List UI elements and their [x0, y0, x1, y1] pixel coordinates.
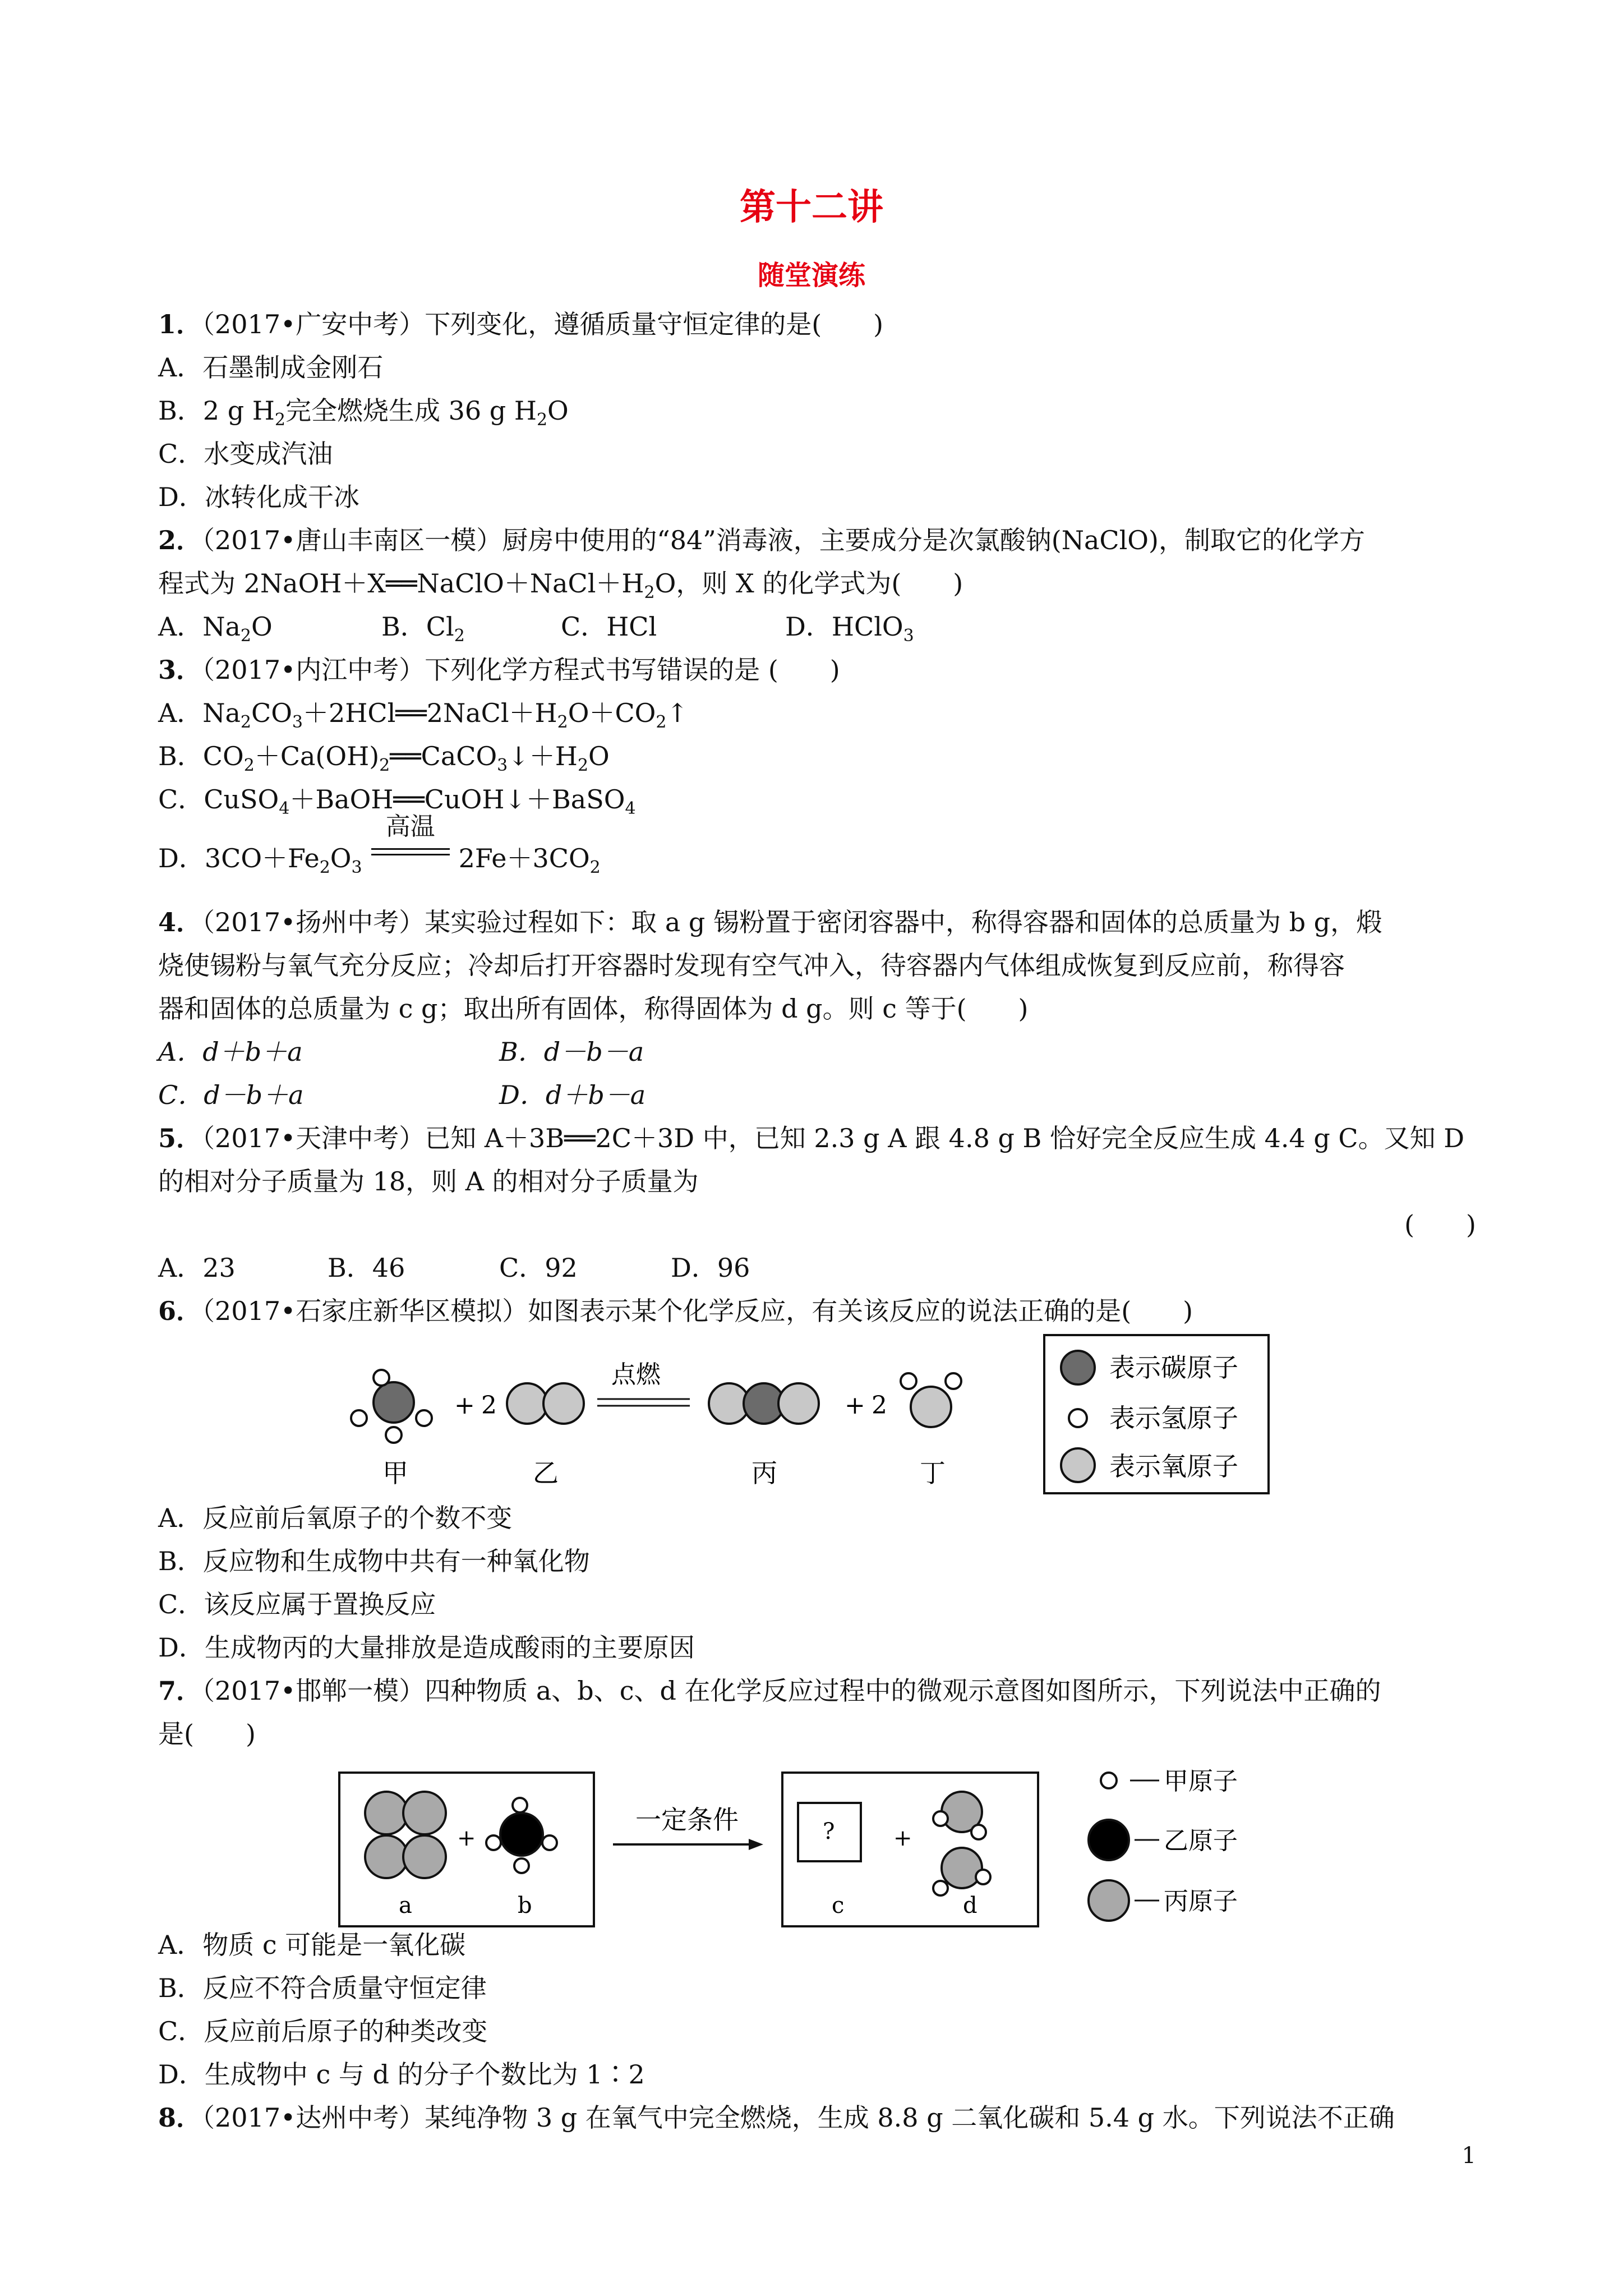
q3-option-a: A．$Na_2CO_3+2HCl══2NaCl+H_2O+CO_2↑$ [158, 698, 689, 732]
legend-hydrogen: 表示氢原子 [1109, 1403, 1238, 1433]
q3-stem: 3．（2017•内江中考）下列化学方程式书写错误的是 ( ) [158, 655, 840, 685]
unknown-c: ? [823, 1819, 835, 1844]
q7-option-c: C．反应前后原子的种类改变 [158, 2016, 488, 2046]
q1-option-c: C．水变成汽油 [158, 439, 333, 469]
q4-option-c: C．d－b＋a [158, 1080, 304, 1110]
q2-option-a: A．$Na_2O$ [158, 611, 273, 646]
plus-sign-7b: + [893, 1825, 912, 1851]
label-jia: 甲 [382, 1458, 408, 1488]
molecule-jia [351, 1370, 432, 1443]
label-yi: 乙 [533, 1458, 559, 1488]
q7-stem-line2: 是( ) [158, 1719, 256, 1749]
q4-stem-line1-num: 4． [158, 907, 202, 937]
q2-stem-line2: 程式为 $2NaOH+X══NaClO+NaCl+H_2O$，则 X 的化学式为( ) [158, 568, 963, 602]
q6-reaction-diagram [336, 1335, 1290, 1503]
legend-carbon: 表示碳原子 [1109, 1352, 1238, 1383]
legend-jia-atom: 甲原子 [1164, 1767, 1238, 1796]
q3-d-condition: 高温 [385, 812, 435, 841]
q7-legend [1089, 1767, 1238, 1921]
q1-option-b: B．2 g $H_2$完全燃烧生成 36 g $H_2O$ [158, 395, 569, 430]
q4-option-d: D．d＋b－a [499, 1080, 646, 1110]
q2-option-c: C．HCl [561, 611, 657, 642]
q6-option-c: C．该反应属于置换反应 [158, 1589, 436, 1619]
label-ding: 丁 [920, 1458, 946, 1488]
legend-bing-atom: 丙原子 [1164, 1887, 1238, 1916]
label-c: c [832, 1893, 845, 1918]
q2-stem-line1: 2．（2017•唐山丰南区一模）厨房中使用的“84”消毒液，主要成分是次氯酸钠(NaClO)，制取它的化学方 [158, 525, 1365, 555]
q7-reaction-diagram [339, 1756, 1293, 1935]
coefficient-yi: 2 [481, 1391, 497, 1420]
q5-answer-paren: ( ) [1404, 1209, 1476, 1240]
q4-stem-line3: 器和固体的总质量为 c g；取出所有固体，称得固体为 d g。则 c 等于( ) [158, 993, 1029, 1024]
q5-option-c: C．92 [499, 1253, 578, 1283]
label-b: b [518, 1893, 532, 1918]
q7-condition-label: 一定条件 [635, 1805, 739, 1835]
legend-oxygen: 表示氧原子 [1109, 1451, 1238, 1481]
q1-option-a: A．石墨制成金刚石 [158, 352, 384, 383]
plus-sign-2: + [845, 1391, 865, 1420]
q5-stem-line1-num: 5． [158, 1123, 202, 1153]
q3-option-d: D．$3CO+Fe_2O_3$ 高温 $2Fe+3CO_2$ [158, 841, 601, 875]
molecule-yi [507, 1383, 584, 1424]
q4-stem-line2: 烧使锡粉与氧气充分反应；冷却后打开容器时发现有空气冲入，待容器内气体组成恢复到反应前，称得容 [158, 950, 1345, 981]
q8-stem: 8．（2017•达州中考）某纯净物 3 g 在氧气中完全燃烧，生成 8.8 g 二氧化碳和 5.4 g 水。下列说法不正确 [158, 2102, 1395, 2133]
condition-label: 点燃 [611, 1360, 661, 1389]
q2-option-b: B．$Cl_2$ [381, 611, 465, 646]
plus-sign-7a: + [457, 1825, 476, 1851]
section-title: 随堂演练 [757, 260, 865, 291]
q1-stem: 1．（2017•广安中考）下列变化，遵循质量守恒定律的是( ) [158, 309, 884, 339]
q5-stem-line2: 的相对分子质量为 18，则 A 的相对分子质量为 [158, 1166, 699, 1197]
coefficient-ding: 2 [872, 1391, 887, 1420]
q6-option-a: A．反应前后氧原子的个数不变 [158, 1503, 513, 1533]
q4-option-b: B．d－b－a [499, 1037, 644, 1067]
q2-option-d: D．HClO$_3$ [785, 611, 914, 646]
label-d: d [963, 1893, 978, 1918]
q4-option-a: A．d＋b＋a [158, 1037, 303, 1067]
molecule-ding [901, 1373, 961, 1427]
q7-option-b: B．反应不符合质量守恒定律 [158, 1973, 487, 2003]
q6-stem: 6．（2017•石家庄新华区模拟）如图表示某个化学反应，有关该反应的说法正确的是( ) [158, 1296, 1193, 1326]
page-number: 1 [1461, 2143, 1476, 2169]
q7-stem-line1: 7．（2017•邯郸一模）四种物质 a、b、c、d 在化学反应过程中的微观示意图如图所示，下列说法中正确的 [158, 1676, 1381, 1706]
q3-option-b: B．$CO_2+Ca(OH)_2══CaCO_3↓+H_2O$ [158, 741, 610, 775]
q6-option-d: D．生成物丙的大量排放是造成酸雨的主要原因 [158, 1632, 695, 1663]
q5-option-a: A．23 [158, 1253, 236, 1283]
q6-legend [1044, 1335, 1269, 1493]
plus-sign: + [454, 1391, 475, 1420]
q5-option-b: B．46 [328, 1253, 405, 1283]
q6-option-b: B．反应物和生成物中共有一种氧化物 [158, 1546, 590, 1576]
q7-option-a: A．物质 c 可能是一氧化碳 [158, 1930, 466, 1960]
label-bing: 丙 [751, 1458, 777, 1488]
q7-option-d: D．生成物中 c 与 d 的分子个数比为 1∶2 [158, 2059, 645, 2090]
page-title: 第十二讲 [740, 186, 883, 228]
label-a: a [399, 1893, 412, 1918]
q3-option-c: C．CuSO$_4$＋BaOH══CuOH↓＋BaSO$_4$ [158, 784, 636, 818]
q1-option-d: D．冰转化成干冰 [158, 482, 359, 512]
q4-stem-line1: 4．（2017•扬州中考）某实验过程如下：取 a g 锡粉置于密闭容器中，称得容器和固体的总质量为 b g，煅 [158, 907, 1382, 937]
molecule-bing [709, 1383, 819, 1424]
legend-yi-atom: 乙原子 [1164, 1826, 1238, 1855]
q5-option-d: D．96 [671, 1253, 750, 1283]
q5-stem-line1: 5．（2017•天津中考）已知 A＋3B══2C＋3D 中，已知 2.3 g A 跟 4.8 g B 恰好完全反应生成 4.4 g C。又知 D [158, 1123, 1465, 1153]
